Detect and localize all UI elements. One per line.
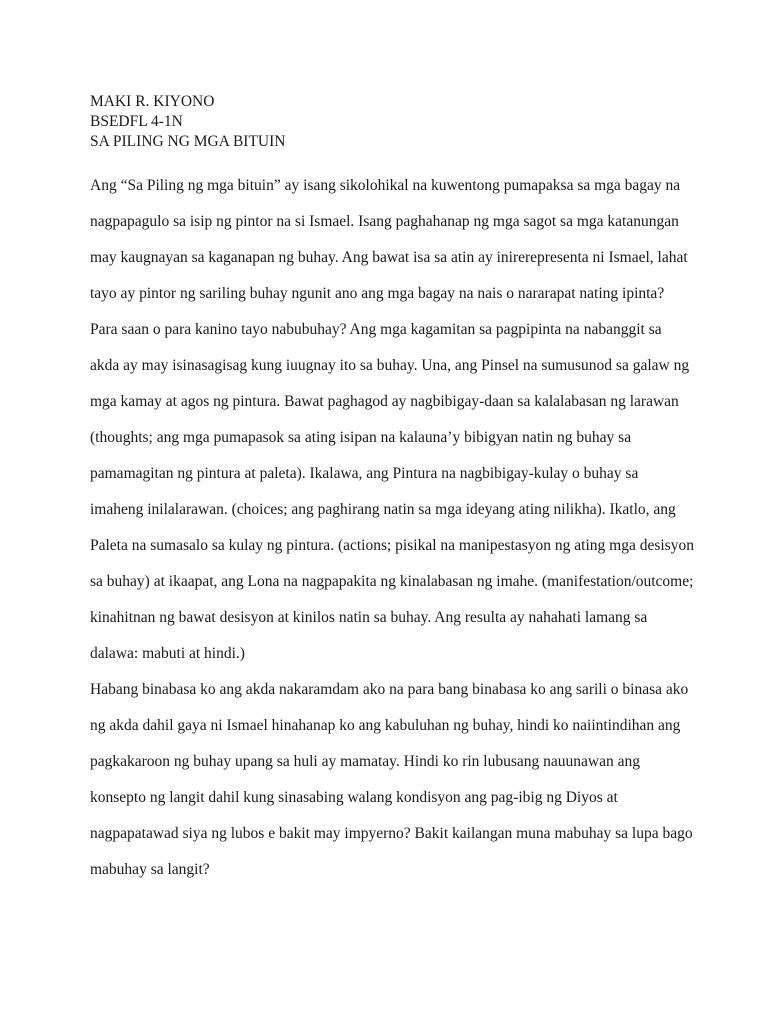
paragraph-2 [90,672,693,888]
paragraph-1 [90,168,694,672]
document-page [90,92,694,888]
paragraph-line: mga kamay at agos ng pintura. Bawat paghagod ay nagbibigay-daan sa kalalabasan ng larawan [90,393,679,410]
paragraph-line: nagpapagulo sa isip ng pintor na si Ismael. Isang paghahanap ng mga sagot sa mga katanungan [90,213,679,230]
paragraph-line: pamamagitan ng pintura at paleta). Ikalawa, ang Pintura na nagbibigay-kulay o buhay sa [90,465,639,482]
paragraph-line: sa buhay) at ikaapat, ang Lona na nagpapakita ng kinalabasan ng imahe. (manifestation/outcome; [90,573,694,590]
paragraph-line: Habang binabasa ko ang akda nakaramdam ako na para bang binabasa ko ang sarili o binasa ako [90,681,689,698]
paragraph-line: mabuhay sa langit? [90,861,210,878]
paragraph-line: pagkakaroon ng buhay upang sa huli ay mamatay. Hindi ko rin lubusang nauunawan ang [90,753,640,770]
paragraph-line: may kaugnayan sa kaganapan ng buhay. Ang bawat isa sa atin ay inirerepresenta ni Ismael, lahat [90,249,688,266]
paragraph-line: tayo ay pintor ng sariling buhay ngunit ano ang mga bagay na nais o nararapat nating ipinta? [90,285,665,302]
document-title: SA PILING NG MGA BITUIN [90,133,286,150]
paragraph-line: nagpapatawad siya ng lubos e bakit may impyerno? Bakit kailangan muna mabuhay sa lupa bago [90,825,693,842]
paragraph-line: Para saan o para kanino tayo nabubuhay? Ang mga kagamitan sa pagpipinta na nabanggit sa [90,321,662,338]
paragraph-line: dalawa: mabuti at hindi.) [90,645,245,662]
paragraph-line: kinahitnan ng bawat desisyon at kinilos natin sa buhay. Ang resulta ay nahahati lamang sa [90,609,648,626]
paragraph-line: ng akda dahil gaya ni Ismael hinahanap ko ang kabuluhan ng buhay, hindi ko naiintindihan ang [90,717,681,734]
paragraph-line: imaheng inilalarawan. (choices; ang paghirang natin sa mga ideyang ating nilikha). Ikatlo, ang [90,501,676,518]
paragraph-line: Ang “Sa Piling ng mga bituin” ay isang sikolohikal na kuwentong pumapaksa sa mga bagay na [90,177,681,194]
paragraph-line: akda ay may isinasagisag kung iuugnay ito sa buhay. Una, ang Pinsel na sumusunod sa galaw ng [90,357,690,374]
course-section: BSEDFL 4-1N [90,113,183,130]
paragraph-line: konsepto ng langit dahil kung sinasabing walang kondisyon ang pag-ibig ng Diyos at [90,789,618,806]
paragraph-line: Paleta na sumasalo sa kulay ng pintura. (actions; pisikal na manipestasyon ng ating mga desisyon [90,537,694,554]
author-name: MAKI R. KIYONO [90,93,215,110]
paragraph-line: (thoughts; ang mga pumapasok sa ating isipan na kalauna’y bibigyan natin ng buhay sa [90,429,632,446]
document-header [90,92,690,152]
